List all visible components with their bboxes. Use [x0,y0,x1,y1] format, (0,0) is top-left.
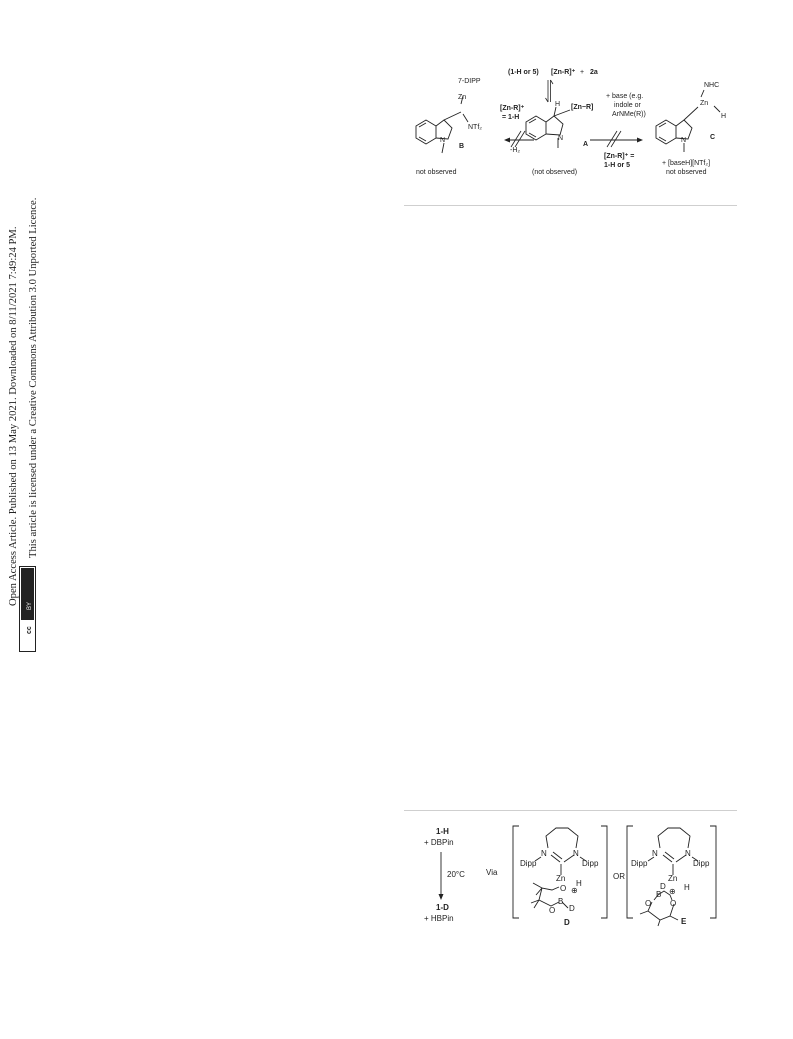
e-n-right: N [685,849,691,858]
sidebar-line-published: Open Access Article. Published on 13 May 2021. Downloaded on 8/11/2021 7:49:24 PM. [8,226,19,606]
structure-a [526,107,570,148]
bracket-e-right [710,826,716,918]
d-h: H [576,879,582,888]
right-arrow-strike-2 [611,131,621,147]
b-not-observed: not observed [416,169,457,176]
c-label: C [710,134,716,141]
b-substituent: 7-DIPP [458,78,481,85]
right-cond-4: [Zn-R]⁺ = [604,153,635,160]
cc-by-badge[interactable] [19,566,36,652]
right-cond-2: indole or [614,102,641,109]
d-n-left: N [541,849,547,858]
bracket-d-left [513,826,519,918]
sidebar-line-licence[interactable]: This article is licensed under a Creative Commons Attribution 3.0 Unported Licence. [28,197,39,558]
a-zn-r: [Zn−R] [571,104,594,111]
d-d: D [569,904,575,913]
e-plus: ⊕ [669,887,676,896]
d-n-right: N [573,849,579,858]
start-1h: 1-H [436,827,449,836]
left-arrow-head [504,138,510,143]
c-zn: Zn [700,100,709,107]
start-dbpin: + DBPin [424,838,454,847]
top-2a: 2a [590,69,598,76]
temperature: 20°C [447,870,465,879]
c-nhc: NHC [704,82,720,89]
d-dipp-left: Dipp [520,859,537,868]
e-b: B [656,890,662,899]
cc-badge-black-block [21,568,34,620]
b-ntf2: NTf₂ [468,124,482,131]
end-hbpin: + HBPin [424,914,454,923]
a-h: H [555,101,561,108]
d-zn: Zn [556,874,566,883]
e-dipp-left: Dipp [631,859,648,868]
right-cond-5: 1-H or 5 [604,162,631,169]
right-arrow-strike-1 [607,131,617,147]
reaction-arrow-head [439,894,444,900]
d-label: D [564,918,570,927]
open-access-sidebar [0,0,40,1039]
c-not-observed: not observed [666,169,707,176]
left-cond-1: [Zn-R]⁺ [500,105,525,112]
scheme-1-mechanism [408,60,740,185]
right-cond-1: + base (e.g. [606,93,644,100]
e-dipp-right: Dipp [693,859,710,868]
e-zn: Zn [668,874,678,883]
c-byproduct: + [baseH][NTf₂] [662,160,711,167]
a-n: N [558,135,564,142]
right-arrow-head [637,138,643,143]
top-cation: [Zn-R]⁺ [551,69,576,76]
b-zn: Zn [458,94,467,101]
c-h: H [721,113,727,120]
via-label: Via [486,868,498,877]
c-n: N [681,137,687,144]
bracket-e-left [627,826,633,918]
scheme-1-divider [404,205,737,206]
left-arrow-strike-1 [511,131,521,147]
d-o-top: O [560,884,567,893]
top-reactants: (1-H or 5) [508,69,539,76]
a-not-observed: (not observed) [532,169,578,176]
by-icon: BY [27,601,33,610]
or-label: OR [613,872,625,881]
d-b: B [558,897,564,906]
end-1d: 1-D [436,903,449,912]
d-plus: ⊕ [571,886,578,895]
cc-icon: cc [26,626,33,634]
e-d: D [660,882,666,891]
left-cond-2: = 1-H [502,114,520,121]
top-plus: + [580,69,585,76]
structure-c [656,90,720,152]
e-label: E [681,917,687,926]
scheme-2-deuteration [408,818,738,928]
right-cond-3: ArNMe(R)) [612,111,646,118]
bracket-d-right [601,826,607,918]
e-h: H [684,883,690,892]
left-arrow-strike-2 [515,131,525,147]
e-n-left: N [652,849,658,858]
d-dipp-right: Dipp [582,859,599,868]
a-label: A [583,141,589,148]
b-label: B [459,143,465,150]
scheme-2-divider [404,810,737,811]
d-o-bottom: O [549,906,556,915]
intermediate-d [531,828,586,908]
b-n: N [440,137,446,144]
left-cond-3: -H₂ [510,147,521,154]
e-o-right: O [670,899,677,908]
e-o-left: O [645,899,652,908]
